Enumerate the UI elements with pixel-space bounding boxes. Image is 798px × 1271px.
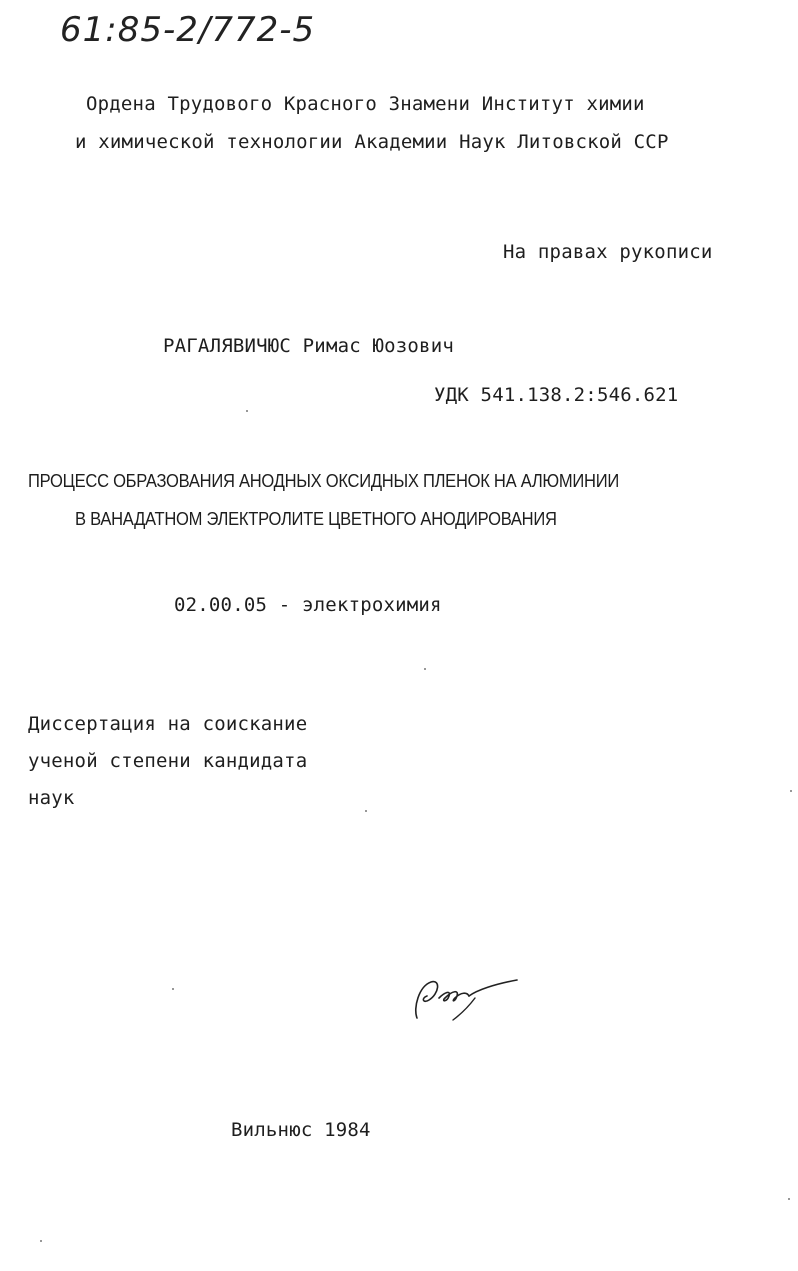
scan-speck [246, 410, 248, 412]
scan-speck [424, 668, 426, 670]
dissertation-line-1: Диссертация на соискание [28, 713, 308, 735]
manuscript-rights: На правах рукописи [503, 241, 713, 263]
place-year: Вильнюс 1984 [231, 1119, 371, 1141]
dissertation-line-3: наук [28, 787, 75, 809]
specialty-code: 02.00.05 - электрохимия [174, 594, 442, 616]
udc-code: УДК 541.138.2:546.621 [434, 384, 679, 406]
dissertation-line-2: ученой степени кандидата [28, 750, 308, 772]
scan-speck [790, 790, 792, 792]
thesis-title-line-2: В ВАНАДАТНОМ ЭЛЕКТРОЛИТЕ ЦВЕТНОГО АНОДИРОВАНИЯ [75, 509, 557, 529]
signature-icon [405, 968, 535, 1028]
scan-speck [172, 988, 174, 990]
scan-speck [788, 1198, 790, 1200]
scan-speck [365, 810, 367, 812]
archive-number: 61:85-2/772-5 [60, 10, 316, 50]
scan-speck [40, 1240, 42, 1242]
thesis-title-line-1: ПРОЦЕСС ОБРАЗОВАНИЯ АНОДНЫХ ОКСИДНЫХ ПЛЕНОК НА АЛЮМИНИИ [28, 471, 619, 491]
author-name: РАГАЛЯВИЧЮС Римас Юозович [163, 335, 454, 357]
institution-line-2: и химической технологии Академии Наук Литовской ССР [75, 131, 669, 153]
institution-line-1: Ордена Трудового Красного Знамени Институт химии [86, 93, 645, 115]
